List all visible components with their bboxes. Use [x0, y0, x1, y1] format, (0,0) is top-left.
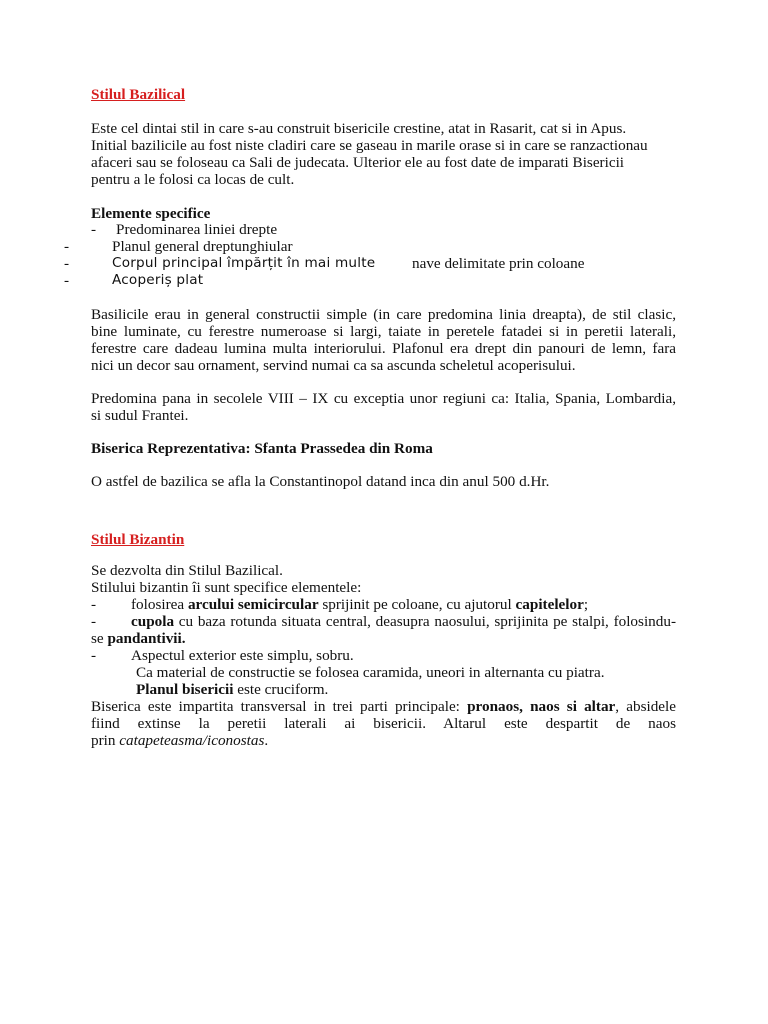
intro-line-4: pentru a le folosi ca locas de cult.: [91, 171, 295, 188]
byz-line-1: Se dezvolta din Stilul Bazilical.: [91, 562, 283, 579]
list-dash-4: -: [64, 272, 70, 289]
list-item-3: Corpul principal împărțit în mai multe: [112, 255, 376, 271]
byz-line-2: Stilului bizantin îi sunt specifice elementele:: [91, 579, 362, 596]
byz-bullet-2: cupola cu baza rotunda situata central, deasupra naosului, sprijinita pe stalpi, folosindu-: [131, 613, 676, 630]
byz-bullet-3: Aspectul exterior este simplu, sobru.: [131, 647, 354, 664]
byz-para-line-1: Biserica este impartita transversal in trei parti principale: pronaos, naos si altar, absidele: [91, 698, 676, 715]
section-title-byzantine: Stilul Bizantin: [91, 531, 185, 548]
intro-line-3: afaceri sau se foloseau ca Sali de judecata. Ulterior ele au fost date de imparati Bisericii: [91, 154, 625, 171]
list-dash-1: -: [91, 221, 97, 238]
para4: O astfel de bazilica se afla la Constantinopol datand inca din anul 500 d.Hr.: [91, 473, 550, 490]
byz-dash-3: -: [91, 647, 97, 664]
representative-church: [91, 440, 433, 457]
byz-para-line-3: prin catapeteasma/iconostas.: [91, 732, 269, 749]
list-item-2: Planul general dreptunghiular: [112, 238, 293, 255]
para3-line-1: Predomina pana in secolele VIII – IX cu exceptia unor regiuni ca: Italia, Spania, Lombardia,: [91, 390, 676, 407]
section-title-basilical: Stilul Bazilical: [91, 86, 186, 103]
byz-dash-2: -: [91, 613, 97, 630]
list-item-3-cont: nave delimitate prin coloane: [412, 255, 585, 272]
byz-plan-line: Planul bisericii este cruciform.: [136, 681, 329, 698]
list-item-4: Acoperiș plat: [112, 272, 204, 288]
byz-dash-1: -: [91, 596, 97, 613]
para2-line-2: bine luminate, cu ferestre numeroase si largi, taiate in peretele fatadei si in peretii laterali,: [91, 323, 676, 340]
list-dash-3: -: [64, 255, 70, 272]
list-item-1: Predominarea liniei drepte: [116, 221, 278, 238]
para2-line-1: Basilicile erau in general constructii simple (in care predomina linia dreapta), de stil clasic,: [91, 306, 676, 323]
list-dash-2: -: [64, 238, 70, 255]
para2-line-3: ferestre care dadeau lumina multa interiorului. Plafonul era drept din panouri de lemn, fara: [91, 340, 676, 357]
intro-line-1: Este cel dintai stil in care s-au construit bisericile crestine, atat in Rasarit, cat si in Apus.: [91, 120, 627, 137]
byz-bullet-1: folosirea arcului semicircular sprijinit pe coloane, cu ajutorul capitelelor;: [131, 596, 589, 613]
para2-line-4: nici un decor sau ornament, servind numai ca sa ascunda scheletul acoperisului.: [91, 357, 576, 374]
para3-line-2: si sudul Frantei.: [91, 407, 189, 424]
byz-para-line-2: fiind extinse la peretii laterali ai bisericii. Altarul este despartit de naos: [91, 715, 676, 732]
byz-bullet-2-cont: se pandantivii.: [91, 630, 186, 647]
representative-church-text: Biserica Reprezentativa: Sfanta Prassedea din Roma: [91, 440, 433, 457]
byz-material-line: Ca material de constructie se folosea caramida, uneori in alternanta cu piatra.: [136, 664, 605, 681]
elements-heading: Elemente specifice: [91, 205, 211, 222]
intro-line-2: Initial bazilicile au fost niste cladiri care se gaseau in marile orase si in care se ranzactionau: [91, 137, 648, 154]
